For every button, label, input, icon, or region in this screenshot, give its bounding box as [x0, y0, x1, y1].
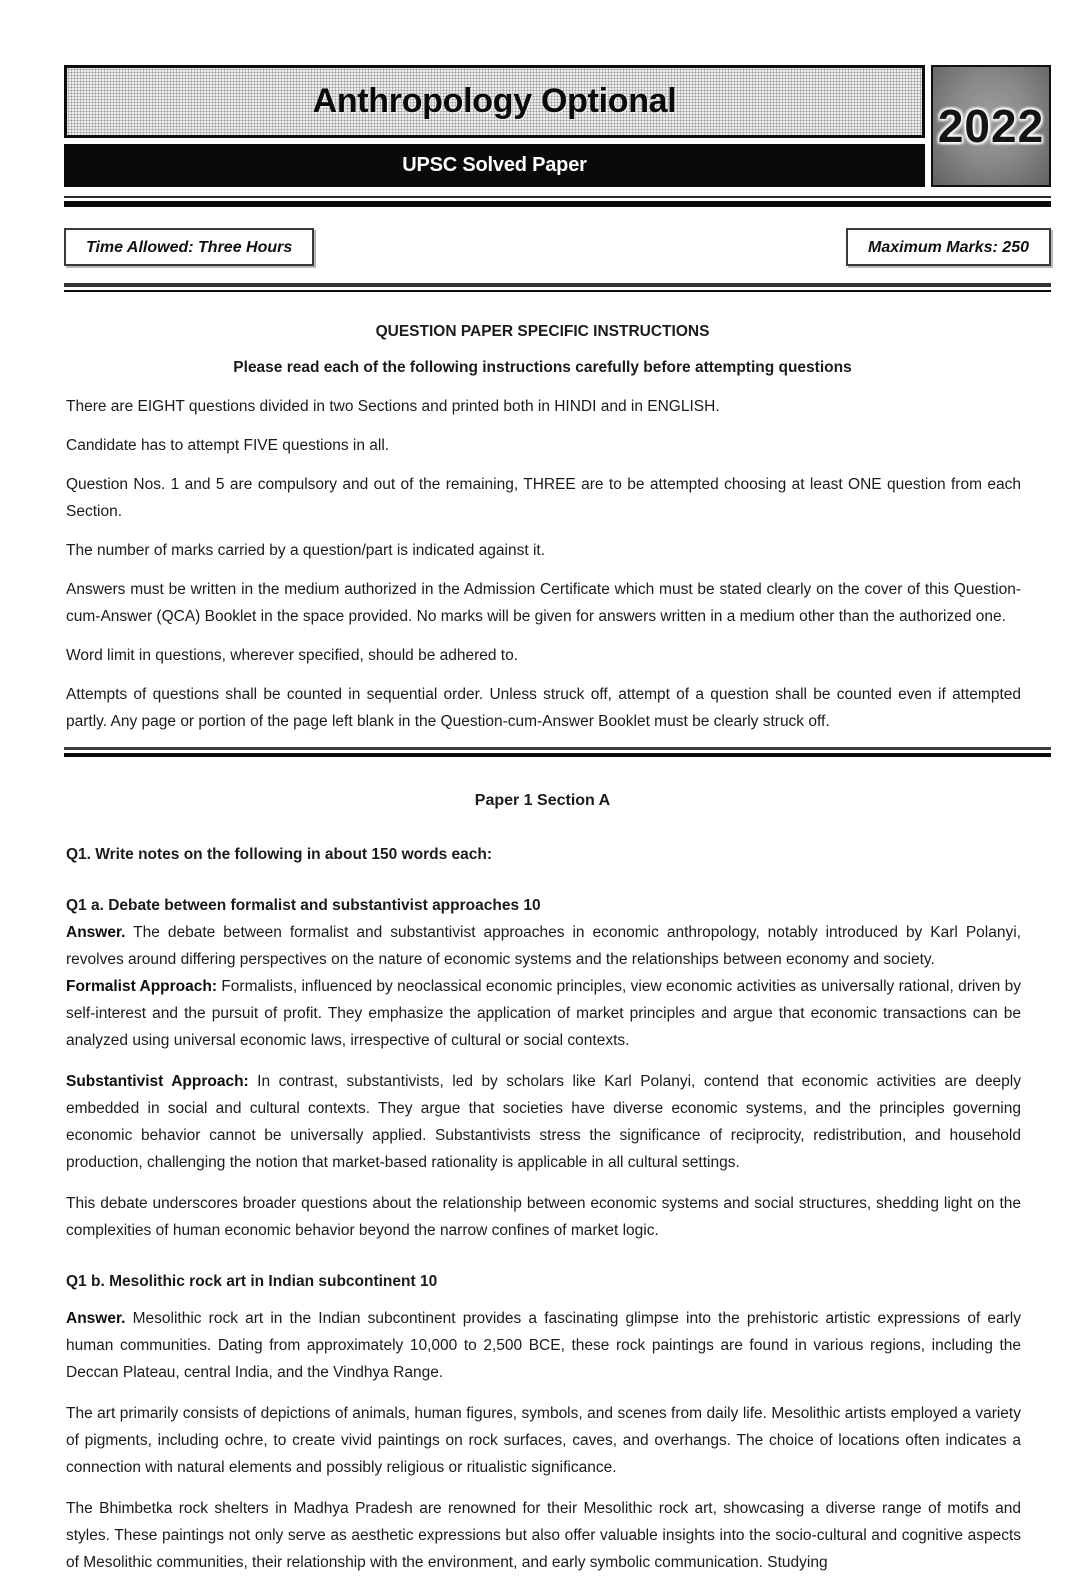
year-text: 2022: [937, 99, 1045, 152]
instructions-subheading: Please read each of the following instructions carefully before attempting questions: [233, 359, 852, 376]
answer-paragraph: Substantivist Approach: In contrast, substantivists, led by scholars like Karl Polanyi, contend that economic activities are deeply embedded in social and cultural contexts. They argue that societies have diverse economic systems, and the principles governing economic behavior cannot be universally applied. Substantivists stress the significance of reciprocity, redistribution, and household production, challenging the notion that market-based rationality is applicable in all cultural settings.: [66, 1073, 1021, 1171]
instruction-paragraph: Attempts of questions shall be counted in sequential order. Unless struck off, attempt of a question shall be counted even if attempted partly. Any page or portion of the page left blank in the Question-cum-Answer Booklet must be clearly struck off.: [66, 686, 1021, 730]
maximum-marks-text: Maximum Marks: 250: [868, 238, 1029, 256]
page-title: Anthropology Optional: [312, 82, 677, 120]
header: [64, 65, 1051, 187]
double-rule-header: [64, 196, 1051, 207]
answer-paragraph: The Bhimbetka rock shelters in Madhya Pradesh are renowned for their Mesolithic rock art, showcasing a diverse range of motifs and styles. These paintings not only serve as aesthetic expressions but also offer valuable insights into the socio-cultural and cognitive aspects of Mesolithic communities, their relationship with the environment, and early symbolic communication. Studying: [66, 1500, 1021, 1571]
paragraph-lead: Answer.: [66, 924, 126, 941]
answer-paragraph: Formalist Approach: Formalists, influenced by neoclassical economic principles, view economic activities as universally rational, driven by self-interest and the pursuit of profit. They emphasize the application of market principles and argue that economic transactions can be analyzed using universal economic laws, irrespective of cultural or social contexts.: [66, 978, 1021, 1049]
year-badge: [931, 65, 1051, 187]
instruction-paragraph: Answers must be written in the medium authorized in the Admission Certificate which must be stated clearly on the cover of this Question-cum-Answer (QCA) Booklet in the space provided. No marks will be given for answers written in a medium other than the authorized one.: [66, 581, 1021, 625]
answer-block-q1a: [64, 919, 1051, 1244]
subtitle: UPSC Solved Paper: [402, 154, 587, 176]
title-banner: [64, 65, 925, 138]
answer-paragraph: Answer. Mesolithic rock art in the Indian subcontinent provides a fascinating glimpse into the prehistoric artistic expressions of early human communities. Dating from approximately 10,000 to 2,500 BCE, these rock paintings are found in various regions, including the Deccan Plateau, central India, and the Vindhya Range.: [66, 1310, 1021, 1381]
maximum-marks-box: [846, 228, 1051, 266]
question-heading: Q1. Write notes on the following in about 150 words each:: [66, 846, 493, 863]
instruction-list: [64, 393, 1051, 735]
double-rule-meta: [64, 283, 1051, 292]
instruction-paragraph: There are EIGHT questions divided in two Sections and printed both in HINDI and in ENGLISH.: [66, 398, 720, 415]
instruction-paragraph: Word limit in questions, wherever specified, should be adhered to.: [66, 647, 519, 664]
section-heading: Paper 1 Section A: [474, 792, 611, 809]
paragraph-lead: Answer.: [66, 1310, 126, 1327]
question-part-heading-q1a: Q1 a. Debate between formalist and substantivist approaches 10: [66, 897, 541, 914]
double-rule-instructions: [64, 747, 1051, 757]
answer-paragraph: The art primarily consists of depictions of animals, human figures, symbols, and scenes from daily life. Mesolithic artists employed a variety of pigments, including ochre, to create vivid paintings on rock surfaces, caves, and overhangs. The choice of locations often indicates a connection with natural elements and possibly religious or ritualistic significance.: [66, 1405, 1021, 1476]
answer-paragraph: This debate underscores broader questions about the relationship between economic systems and social structures, shedding light on the complexities of human economic behavior beyond the narrow confines of market logic.: [66, 1195, 1021, 1239]
instructions-heading: QUESTION PAPER SPECIFIC INSTRUCTIONS: [375, 323, 710, 340]
question-part-heading-q1b: Q1 b. Mesolithic rock art in Indian subcontinent 10: [66, 1273, 438, 1290]
instruction-paragraph: The number of marks carried by a question/part is indicated against it.: [66, 542, 546, 559]
meta-row: [64, 228, 1051, 266]
header-main: [64, 65, 925, 187]
time-allowed-box: [64, 228, 314, 266]
paragraph-lead: Substantivist Approach:: [66, 1073, 249, 1090]
paragraph-lead: Formalist Approach:: [66, 978, 218, 995]
answer-block-q1b: [64, 1305, 1051, 1576]
instruction-paragraph: Question Nos. 1 and 5 are compulsory and out of the remaining, THREE are to be attempted choosing at least ONE question from each Section.: [66, 476, 1021, 520]
time-allowed-text: Time Allowed: Three Hours: [86, 238, 293, 256]
answer-paragraph: Answer. The debate between formalist and substantivist approaches in economic anthropology, notably introduced by Karl Polanyi, revolves around differing perspectives on the nature of economic systems and the relationships between economy and society.: [66, 924, 1021, 968]
subtitle-banner: [64, 144, 925, 187]
instruction-paragraph: Candidate has to attempt FIVE questions in all.: [66, 437, 390, 454]
